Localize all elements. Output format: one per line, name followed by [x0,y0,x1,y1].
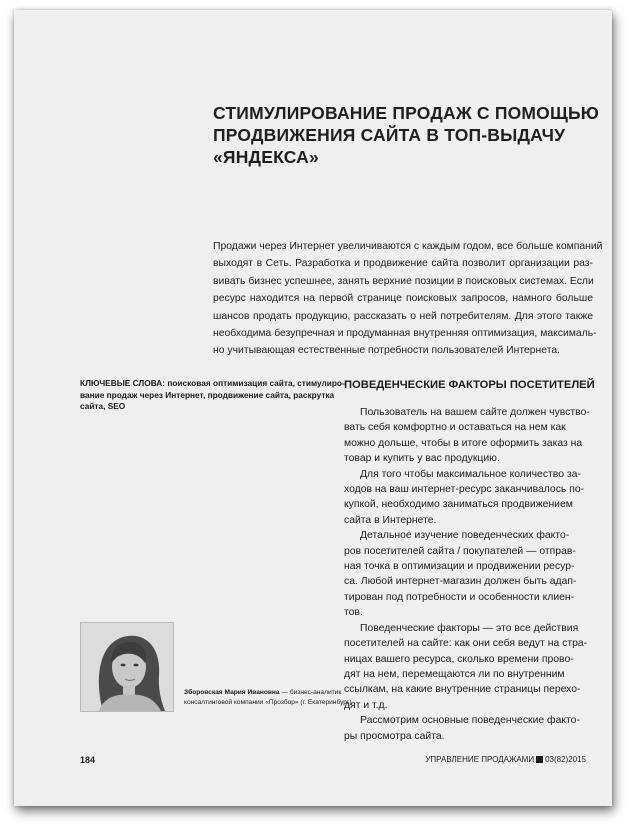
body-line: можно дольше, чтобы в итоге оформить заказ на [344,437,583,449]
body-line: купкой, необходимо заниматься продвижением [344,499,573,511]
body-line: ходов на ваш интернет-ресурс заканчивалось по- [344,484,585,496]
body-line: Рассмотрим основные поведенческие факто- [360,715,580,727]
lead-line: ресурс находится на первой странице поисковых запросов, намного больше [213,293,593,305]
author-role: — бизнес-аналитик [279,689,342,696]
body-line: товар и купить у вас продукцию. [344,453,500,465]
body-line: сайта в Интернете. [344,514,437,526]
author-portrait-image [81,623,173,711]
page-number: 184 [80,755,96,765]
lead-line: вивать бизнес успешнее, занять верхние позиции в поисковых системах. Если [213,275,594,287]
lead-line: необходима безупречная и продуманная внутренняя оптимизация, максималь- [213,328,597,340]
body-line: Поведенческие факторы — это все действия [360,622,579,634]
lead-line: но учитывающая естественные потребности пользователей Интернета. [213,345,561,357]
lead-line: Продажи через Интернет увеличиваются с каждым годом, все больше компаний [213,241,603,252]
body-line: ссылкам, на какие внутренние страницы перехо- [344,684,581,696]
body-line: ров посетителей сайта / покупателей — отправ- [344,545,576,557]
body-line: тирован под потребности и особенности клиен- [344,591,575,603]
square-separator-icon [536,756,543,763]
lead-line: выходят в Сеть. Разработка и продвижение сайта позволит организации раз- [213,258,593,270]
issue-number: 03(82)2015 [545,755,586,764]
body-line: ная точка в оптимизации и продвижении ресур- [344,561,575,573]
title-line: ПРОДВИЖЕНИЯ САЙТА В ТОП-ВЫДАЧУ [213,125,566,145]
body-line: дят на нем, перемещаются ли по внутренним [344,668,565,680]
author-info [184,688,352,707]
body-line: Для того чтобы максимальное количество за- [360,468,581,480]
author-name: Зборовская Мария Ивановна [184,689,280,696]
author-photo [80,622,174,712]
title-line: «ЯНДЕКСА» [213,147,319,167]
keywords-block [80,378,345,413]
body-line: Пользователь на вашем сайте должен чувство- [360,407,590,418]
section-heading: ПОВЕДЕНЧЕСКИЕ ФАКТОРЫ ПОСЕТИТЕЛЕЙ [344,379,595,391]
magazine-page [14,10,612,806]
body-line: дят и т.д. [344,699,388,711]
author-line-1 [184,688,352,698]
footer-magazine [425,755,586,764]
keywords-line: вание продаж через Интернет, продвижение сайта, раскрутка [80,389,335,400]
lead-line: шансов продать продукцию, рассказать о ней потребителям. Для этого также [213,310,593,322]
body-line: ницах вашего ресурса, сколько времени прово- [344,653,574,665]
body-line: вать себя комфортно и оставаться на нем как [344,422,566,434]
body-line: тов. [344,607,363,619]
magazine-name: УПРАВЛЕНИЕ ПРОДАЖАМИ [425,755,535,764]
author-company: консалтинговой компании «Прозбор» (г. Екатеринбург) [184,698,352,706]
keywords-line: сайта, SEO [80,401,126,411]
article-body [344,405,590,744]
article-title [213,102,600,168]
keywords-line: КЛЮЧЕВЫЕ СЛОВА: поисковая оптимизация сайта, стимулиро- [80,378,345,388]
body-line: Детальное изучение поведенческих факто- [360,530,570,542]
body-line: са. Любой интернет-магазин должен быть адап- [344,576,577,588]
article-lead [213,238,603,360]
title-line: СТИМУЛИРОВАНИЕ ПРОДАЖ С ПОМОЩЬЮ [213,103,600,123]
body-line: посетителей на сайте: как они себя ведут на стра- [344,638,588,650]
body-line: ры просмотра сайта. [344,730,445,742]
